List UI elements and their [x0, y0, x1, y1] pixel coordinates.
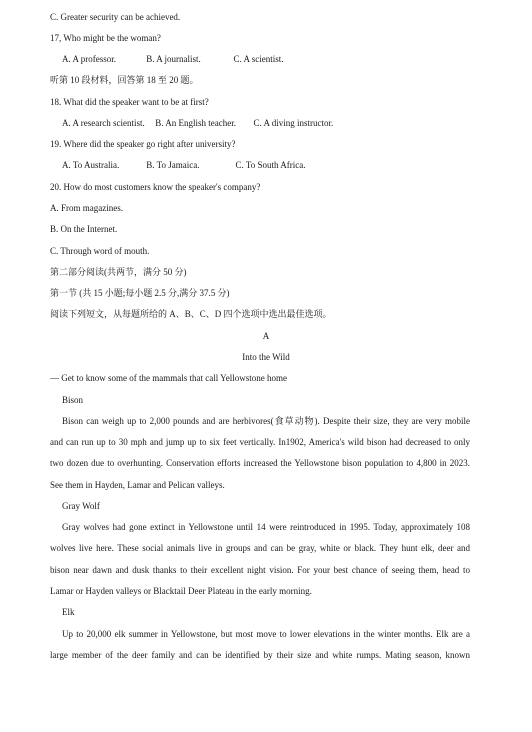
q19-option-b: B. To Jamaica. [146, 160, 200, 170]
q18-option-a: A. A research scientist. [62, 118, 145, 128]
q17-option-c: C. A scientist. [233, 54, 284, 64]
q20-option-c: C. Through word of mouth. [50, 246, 150, 256]
q17-question: 17, Who might be the woman? [50, 33, 161, 43]
section-heading-gray-wolf: Gray Wolf [62, 501, 100, 511]
wolf-line-2: wolves live here. These social animals live in groups and can be gray, white or black. They hunt elk, deer and [50, 543, 470, 553]
wolf-line-4: Lamar or Hayden valleys or Blacktail Deer Plateau in the early morning. [50, 586, 312, 596]
section-heading-elk: Elk [62, 607, 75, 617]
q16-option-c: C. Greater security can be achieved. [50, 12, 181, 22]
q17-options [62, 53, 284, 65]
q18-option-b: B. An English teacher. [155, 118, 236, 128]
q19-option-c: C. To South Africa. [235, 160, 306, 170]
reading-part-title: 第二部分阅读(共两节，满分 50 分) [50, 267, 187, 277]
elk-line-2: large member of the deer family and can be identified by their size and white rumps. Mating season, known [50, 650, 470, 660]
wolf-line-1: Gray wolves had gone extinct in Yellowstone until 14 were reintroduced in 1995. Today, approximately 108 [62, 522, 470, 532]
bison-line-2: and can run up to 30 mph and jump up to six feet vertically. In1902, America's wild bison had decreased to only [50, 437, 470, 447]
bison-line-3: two dozen due to overhunting. Conservation efforts increased the Yellowstone bison population to 4,800 in 2023. [50, 458, 470, 468]
reading-section-title: 第一节 (共 15 小题;每小题 2.5 分,满分 37.5 分) [50, 288, 230, 298]
q20-question: 20. How do most customers know the speaker's company? [50, 182, 261, 192]
passage-subtitle: — Get to know some of the mammals that call Yellowstone home [50, 373, 287, 383]
q20-option-b: B. On the Internet. [50, 224, 118, 234]
q19-option-a: A. To Australia. [62, 160, 120, 170]
q17-option-a: A. A professor. [62, 54, 116, 64]
q19-question: 19. Where did the speaker go right after university? [50, 139, 236, 149]
passage-letter: A [262, 331, 270, 341]
elk-line-1: Up to 20,000 elk summer in Yellowstone, but most move to lower elevations in the winter months. Elk are a [62, 629, 470, 639]
q18-options [62, 117, 333, 129]
q18-option-c: C. A diving instructor. [253, 118, 334, 128]
q17-option-b: B. A journalist. [146, 54, 201, 64]
wolf-line-3: bison near dawn and dusk thanks to their excellent night vision. For your best chance of seeing them, head to [50, 565, 470, 575]
q18-question: 18. What did the speaker want to be at first? [50, 97, 209, 107]
section10-instruction: 听第 10 段材料，回答第 18 至 20 题。 [50, 75, 199, 85]
section-heading-bison: Bison [62, 395, 84, 405]
q19-options [62, 159, 305, 171]
q20-option-a: A. From magazines. [50, 203, 123, 213]
bison-line-4: See them in Hayden, Lamar and Pelican valleys. [50, 480, 225, 490]
reading-instruction: 阅读下列短文，从每题所给的 A、B、C、D 四个选项中选出最佳选项。 [50, 309, 332, 319]
bison-line-1: Bison can weigh up to 2,000 pounds and are herbivores(食草动物). Despite their size, they are very mobile [62, 416, 470, 426]
passage-title: Into the Wild [242, 352, 290, 362]
